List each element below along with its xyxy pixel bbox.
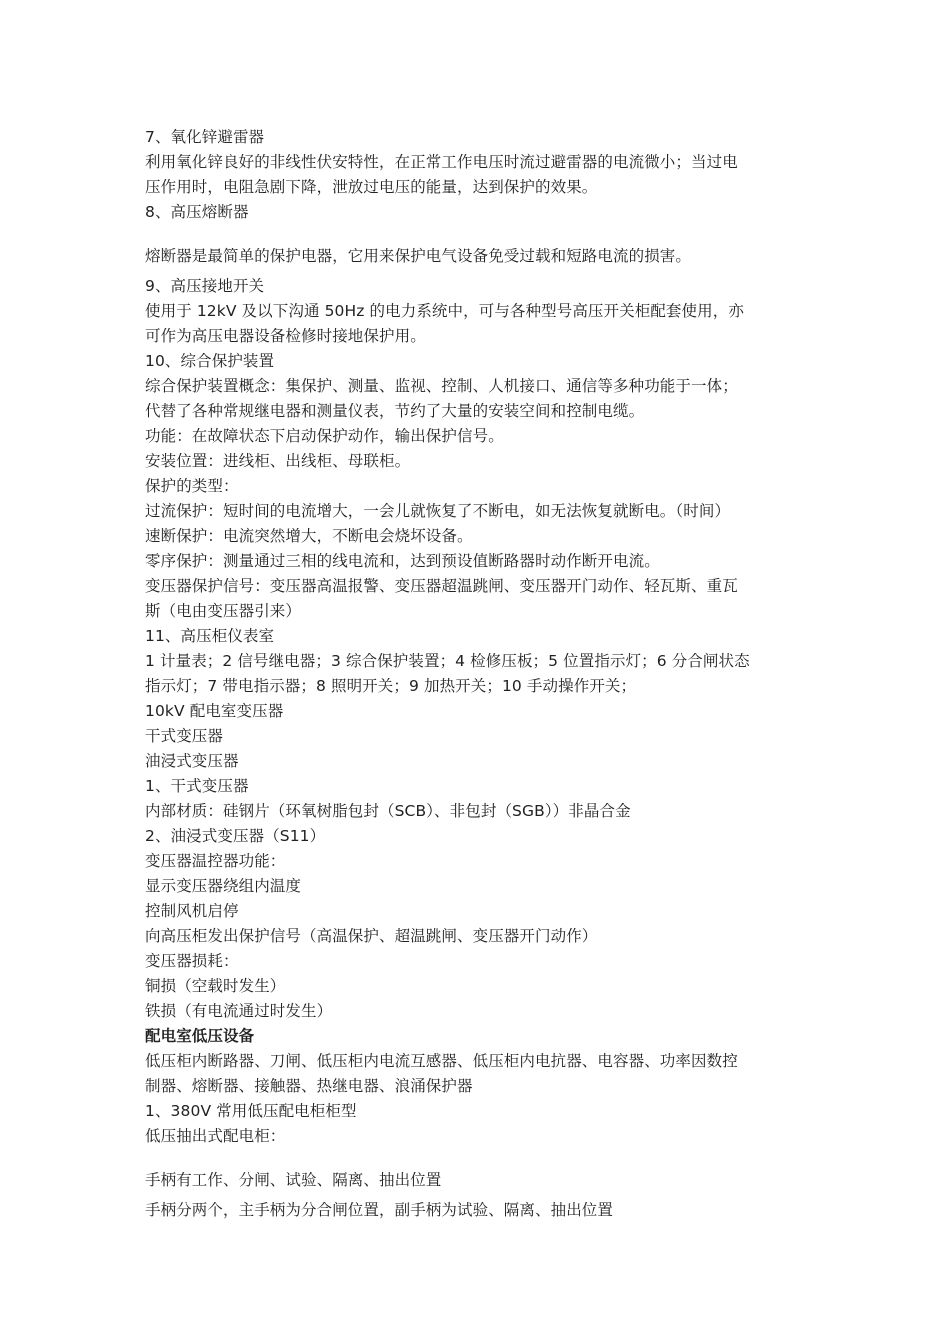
paragraph-line: 代替了各种常规继电器和测量仪表，节约了大量的安装空间和控制电缆。 (145, 402, 645, 420)
paragraph-line: 低压抽出式配电柜： (145, 1127, 286, 1145)
paragraph-line: 速断保护：电流突然增大，不断电会烧坏设备。 (145, 527, 473, 545)
paragraph-line: 控制风机启停 (145, 902, 239, 920)
paragraph-line: 变压器温控器功能： (145, 852, 286, 870)
heading-zinc-oxide-arrester: 7、氧化锌避雷器 (145, 128, 265, 146)
paragraph-line: 可作为高压电器设备检修时接地保护用。 (145, 327, 426, 345)
paragraph-line: 利用氧化锌良好的非线性伏安特性，在正常工作电压时流过避雷器的电流微小；当过电 (145, 153, 738, 171)
paragraph-line: 变压器损耗： (145, 952, 239, 970)
paragraph-line: 压作用时，电阻急剧下降，泄放过电压的能量，达到保护的效果。 (145, 178, 598, 196)
paragraph-line: 斯（电由变压器引来） (145, 602, 302, 620)
heading-hv-fuse: 8、高压熔断器 (145, 203, 249, 221)
paragraph-line: 铜损（空载时发生） (145, 977, 286, 995)
paragraph-line: 向高压柜发出保护信号（高温保护、超温跳闸、变压器开门动作） (145, 927, 598, 945)
section-heading-lv-equipment: 配电室低压设备 (145, 1027, 255, 1045)
paragraph-line: 干式变压器 (145, 727, 224, 745)
heading-380v-cabinet-types: 1、380V 常用低压配电柜柜型 (145, 1102, 357, 1120)
paragraph-line: 零序保护：测量通过三相的线电流和，达到预设值断路器时动作断开电流。 (145, 552, 660, 570)
heading-hv-cabinet-instrument-room: 11、高压柜仪表室 (145, 627, 275, 645)
paragraph-line: 内部材质：硅钢片（环氧树脂包封（SCB）、非包封（SGB））非晶合金 (145, 802, 631, 820)
paragraph-line: 指示灯；7 带电指示器；8 照明开关；9 加热开关；10 手动操作开关； (145, 677, 637, 695)
heading-dry-transformer: 1、干式变压器 (145, 777, 249, 795)
paragraph-line: 低压柜内断路器、刀闸、低压柜内电流互感器、低压柜内电抗器、电容器、功率因数控 (145, 1052, 738, 1070)
paragraph-line: 油浸式变压器 (145, 752, 239, 770)
paragraph-line: 使用于 12kV 及以下沟通 50Hz 的电力系统中，可与各种型号高压开关柜配套使用，亦 (145, 302, 744, 320)
paragraph-line: 1 计量表；2 信号继电器；3 综合保护装置；4 检修压板；5 位置指示灯；6 分合闸状态 (145, 652, 750, 670)
heading-integrated-protection: 10、综合保护装置 (145, 352, 275, 370)
paragraph-line: 功能：在故障状态下启动保护动作，输出保护信号。 (145, 427, 504, 445)
paragraph-line: 过流保护：短时间的电流增大，一会儿就恢复了不断电，如无法恢复就断电。（时间） (145, 502, 731, 520)
paragraph-line: 熔断器是最简单的保护电器，它用来保护电气设备免受过载和短路电流的损害。 (145, 247, 692, 265)
paragraph-line: 制器、熔断器、接触器、热继电器、浪涌保护器 (145, 1077, 473, 1095)
paragraph-line: 手柄分两个，主手柄为分合闸位置，副手柄为试验、隔离、抽出位置 (145, 1201, 614, 1219)
heading-oil-transformer: 2、油浸式变压器（S11） (145, 827, 326, 845)
heading-hv-earthing-switch: 9、高压接地开关 (145, 277, 265, 295)
paragraph-line: 保护的类型： (145, 477, 239, 495)
paragraph-line: 显示变压器绕组内温度 (145, 877, 302, 895)
paragraph-line: 综合保护装置概念：集保护、测量、监视、控制、人机接口、通信等多种功能于一体； (145, 377, 738, 395)
paragraph-line: 铁损（有电流通过时发生） (145, 1002, 333, 1020)
paragraph-line: 变压器保护信号：变压器高温报警、变压器超温跳闸、变压器开门动作、轻瓦斯、重瓦 (145, 577, 738, 595)
paragraph-line: 安装位置：进线柜、出线柜、母联柜。 (145, 452, 411, 470)
paragraph-line: 手柄有工作、分闸、试验、隔离、抽出位置 (145, 1171, 442, 1189)
paragraph-line: 10kV 配电室变压器 (145, 702, 284, 720)
